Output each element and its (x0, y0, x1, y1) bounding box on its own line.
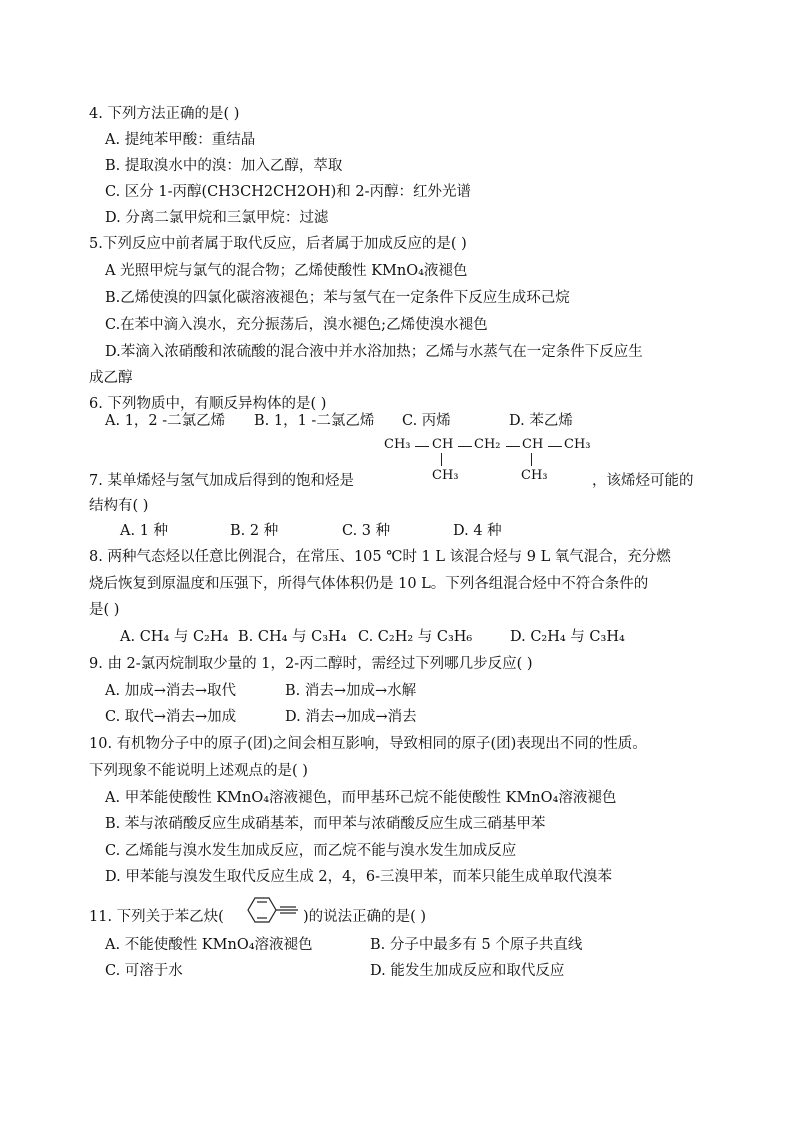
q9-option-d: D. 消去→加成→消去 (285, 709, 417, 725)
formula-branch-2: CH₃ (521, 468, 548, 483)
q8-stem-line3: 是( ) (89, 602, 120, 618)
q7-option-c: C. 3 种 (342, 523, 391, 539)
phenylacetylene-structure-image (238, 888, 302, 932)
q10-option-c: C. 乙烯能与溴水发生加成反应，而乙烷不能与溴水发生加成反应 (105, 843, 517, 859)
q8-stem-line2: 烧后恢复到原温度和压强下，所得气体体积仍是 10 L。下列各组混合烃中不符合条件的 (89, 576, 649, 592)
q11-stem-left: 11. 下列关于苯乙炔( (89, 909, 224, 925)
q10-option-b: B. 苯与浓硝酸反应生成硝基苯，而甲苯与浓硝酸反应生成三硝基甲苯 (105, 816, 546, 832)
branch-bond-1 (441, 453, 442, 466)
q4-stem: 4. 下列方法正确的是( ) (89, 106, 240, 122)
q11-option-d: D. 能发生加成反应和取代反应 (370, 963, 565, 979)
q9-option-b: B. 消去→加成→水解 (285, 683, 417, 699)
bond-2 (458, 446, 472, 447)
q8-stem-line1: 8. 两种气态烃以任意比例混合，在常压、105 ℃时 1 L 该混合烃与 9 L 氧气混合，充分燃 (89, 549, 671, 565)
q7-option-d: D. 4 种 (453, 523, 502, 539)
q8-option-a: A. CH₄ 与 C₂H₄ (120, 629, 229, 645)
q9-option-a: A. 加成→消去→取代 (105, 683, 236, 699)
q9-stem: 9. 由 2-氯丙烷制取少量的 1，2-丙二醇时，需经过下列哪几步反应( ) (89, 656, 533, 672)
q11-option-c: C. 可溶于水 (105, 963, 183, 979)
q5-stem: 5.下列反应中前者属于取代反应，后者属于加成反应的是( ) (89, 236, 467, 252)
q5-option-d-line2: 成乙醇 (89, 370, 133, 386)
q5-option-c: C.在苯中滴入溴水，充分振荡后，溴水褪色;乙烯使溴水褪色 (105, 317, 488, 333)
q6-option-a: A. 1，2 -二氯乙烯 (105, 413, 226, 429)
bond-1 (415, 446, 429, 447)
q5-option-b: B.乙烯使溴的四氯化碳溶液褪色；苯与氢气在一定条件下反应生成环己烷 (105, 290, 570, 306)
formula-c1: CH₃ (384, 437, 411, 452)
q6-option-d: D. 苯乙烯 (509, 413, 573, 429)
q10-option-d: D. 甲苯能与溴发生取代反应生成 2，4，6-三溴甲苯，而苯只能生成单取代溴苯 (105, 869, 613, 885)
formula-branch-1: CH₃ (432, 468, 459, 483)
q5-option-d-line1: D.苯滴入浓硝酸和浓硫酸的混合液中并水浴加热；乙烯与水蒸气在一定条件下反应生 (105, 344, 643, 360)
q10-option-a: A. 甲苯能使酸性 KMnO₄溶液褪色，而甲基环己烷不能使酸性 KMnO₄溶液褪色 (105, 790, 617, 806)
q7-stem-left: 7. 某单烯烃与氢气加成后得到的饱和烃是 (89, 473, 354, 489)
q4-option-a: A. 提纯苯甲酸：重结晶 (105, 132, 256, 148)
q5-option-a: A 光照甲烷与氯气的混合物；乙烯使酸性 KMnO₄液褪色 (105, 263, 468, 279)
q4-option-b: B. 提取溴水中的溴：加入乙醇，萃取 (105, 158, 343, 174)
q11-option-a: A. 不能使酸性 KMnO₄溶液褪色 (105, 937, 313, 953)
bond-3 (506, 446, 520, 447)
q4-option-c: C. 区分 1-丙醇(CH3CH2CH2OH)和 2-丙醇：红外光谱 (105, 184, 472, 200)
q7-option-a: A. 1 种 (120, 523, 169, 539)
q6-stem: 6. 下列物质中，有顺反异构体的是( ) (89, 396, 327, 412)
q10-stem-line1: 10. 有机物分子中的原子(团)之间会相互影响，导致相同的原子(团)表现出不同的性质。 (89, 736, 647, 752)
q11-option-b: B. 分子中最多有 5 个原子共直线 (370, 937, 583, 953)
q6-option-c: C. 丙烯 (402, 413, 451, 429)
q7-option-b: B. 2 种 (230, 523, 279, 539)
q8-option-b: B. CH₄ 与 C₃H₄ (238, 629, 347, 645)
bond-4 (548, 446, 562, 447)
branch-bond-2 (531, 453, 532, 466)
formula-c3: CH₂ (474, 437, 501, 452)
q7-stem-right: ，该烯烃可能的 (592, 473, 694, 489)
q11-stem-right: )的说法正确的是( ) (303, 909, 427, 925)
q8-option-d: D. C₂H₄ 与 C₃H₄ (510, 629, 625, 645)
q10-stem-line2: 下列现象不能说明上述观点的是( ) (89, 763, 308, 779)
formula-c5: CH₃ (564, 437, 591, 452)
q6-option-b: B. 1，1 -二氯乙烯 (254, 413, 375, 429)
q7-stem-line2: 结构有( ) (89, 498, 149, 514)
formula-c4: CH (522, 437, 544, 452)
q8-option-c: C. C₂H₂ 与 C₃H₆ (358, 629, 473, 645)
formula-c2: CH (432, 437, 454, 452)
q9-option-c: C. 取代→消去→加成 (105, 709, 237, 725)
q4-option-d: D. 分离二氯甲烷和三氯甲烷：过滤 (105, 210, 329, 226)
